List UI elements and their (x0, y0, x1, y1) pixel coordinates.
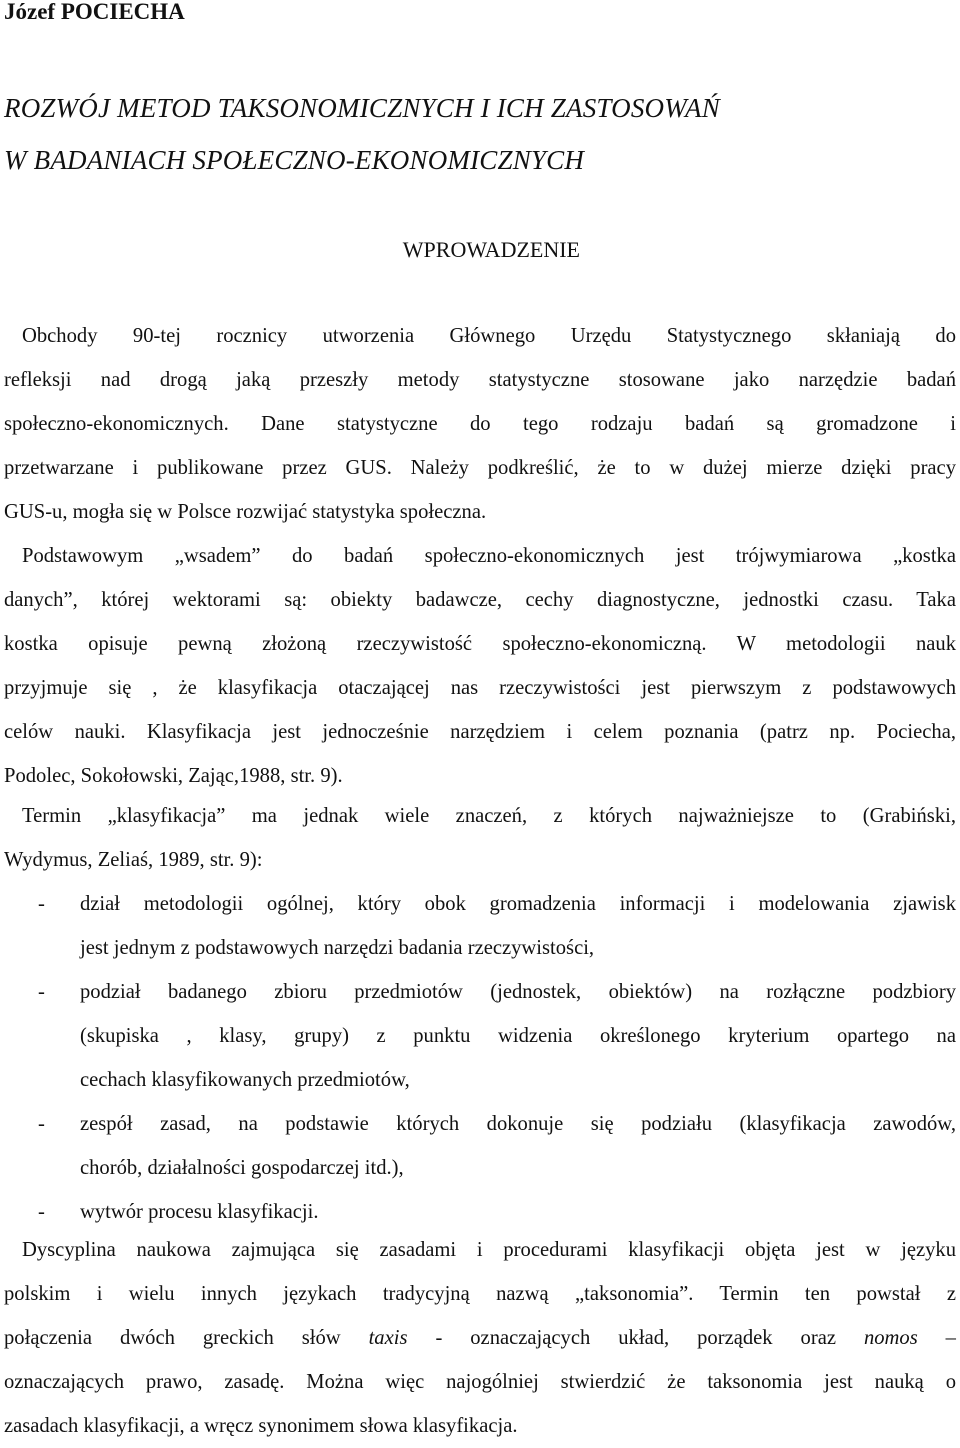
list-item-line: wytwór procesu klasyfikacji. (80, 1201, 319, 1223)
author-name: Józef POCIECHA (4, 0, 185, 24)
list-item-line: (skupiska , klasy, grupy) z punktu widzenia określonego kryterium opartego na (80, 1025, 956, 1047)
paragraph-1 (4, 314, 956, 534)
list-item (4, 1102, 956, 1190)
text-line: Wydymus, Zeliaś, 1989, str. 9): (4, 849, 263, 871)
paragraph-4 (4, 1228, 956, 1448)
greek-word-taxis: taxis (368, 1327, 408, 1349)
text-line: Termin „klasyfikacja” ma jednak wiele znaczeń, z których najważniejsze to (Grabiński, (22, 805, 956, 827)
text-line: Podstawowym „wsadem” do badań społeczno-ekonomicznych jest trójwymiarowa „kostka (22, 545, 956, 567)
list-dash: - (38, 1201, 45, 1223)
list-item (4, 882, 956, 970)
list-dash: - (38, 1113, 45, 1135)
text-line: oznaczających prawo, zasadę. Można więc najogólniej stwierdzić że taksonomia jest nauką o (4, 1371, 956, 1393)
text-line: Obchody 90-tej rocznicy utworzenia Głównego Urzędu Statystycznego skłaniają do (22, 325, 956, 347)
list-item-line: zespół zasad, na podstawie których dokonuje się podziału (klasyfikacja zawodów, (80, 1113, 956, 1135)
title-line: ROZWÓJ METOD TAKSONOMICZNYCH I ICH ZASTOSOWAŃ (4, 93, 720, 123)
text-run: połączenia dwóch greckich słów (4, 1327, 369, 1349)
text-run: – (917, 1327, 956, 1349)
article-title (4, 82, 720, 186)
greek-word-nomos: nomos (863, 1327, 918, 1349)
meanings-list (4, 882, 956, 1234)
text-run: - oznaczających układ, porządek oraz (407, 1327, 864, 1349)
list-item-line: jest jednym z podstawowych narzędzi badania rzeczywistości, (80, 937, 595, 959)
text-line: społeczno-ekonomicznych. Dane statystyczne do tego rodzaju badań są gromadzone i (4, 413, 956, 435)
text-line: przyjmuje się , że klasyfikacja otaczającej nas rzeczywistości jest pierwszym z podstawowych (4, 677, 956, 699)
paragraph-2 (4, 534, 956, 798)
title-line: W BADANIACH SPOŁECZNO-EKONOMICZNYCH (4, 145, 585, 175)
text-line: GUS-u, mogła się w Polsce rozwijać statystyka społeczna. (4, 501, 487, 523)
text-line: kostka opisuje pewną złożoną rzeczywistość społeczno-ekonomiczną. W metodologii nauk (4, 633, 956, 655)
text-line: zasadach klasyfikacji, a wręcz synonimem słowa klasyfikacja. (4, 1415, 518, 1437)
text-line (4, 1316, 956, 1360)
list-item-line: cechach klasyfikowanych przedmiotów, (80, 1069, 410, 1091)
text-line: Podolec, Sokołowski, Zając,1988, str. 9). (4, 765, 343, 787)
section-heading: WPROWADZENIE (402, 237, 580, 262)
text-line: refleksji nad drogą jaką przeszły metody statystyczne stosowane jako narzędzie badań (4, 369, 956, 391)
list-dash: - (38, 893, 45, 915)
paragraph-3 (4, 794, 956, 882)
text-line: danych”, której wektorami są: obiekty badawcze, cechy diagnostyczne, jednostki czasu. Taka (4, 589, 956, 611)
text-line: przetwarzane i publikowane przez GUS. Należy podkreślić, że to w dużej mierze dzięki pracy (4, 457, 956, 479)
list-dash: - (38, 981, 45, 1003)
text-line: celów nauki. Klasyfikacja jest jednocześnie narzędziem i celem poznania (patrz np. Pociecha, (4, 721, 956, 743)
text-line: polskim i wielu innych językach tradycyjną nazwą „taksonomia”. Termin ten powstał z (4, 1283, 956, 1305)
list-item (4, 970, 956, 1102)
list-item-line: dział metodologii ogólnej, który obok gromadzenia informacji i modelowania zjawisk (80, 893, 956, 915)
list-item-line: podział badanego zbioru przedmiotów (jednostek, obiektów) na rozłączne podzbiory (80, 981, 956, 1003)
text-line: Dyscyplina naukowa zajmująca się zasadami i procedurami klasyfikacji objęta jest w języku (22, 1239, 956, 1261)
list-item-line: chorób, działalności gospodarczej itd.), (80, 1157, 404, 1179)
